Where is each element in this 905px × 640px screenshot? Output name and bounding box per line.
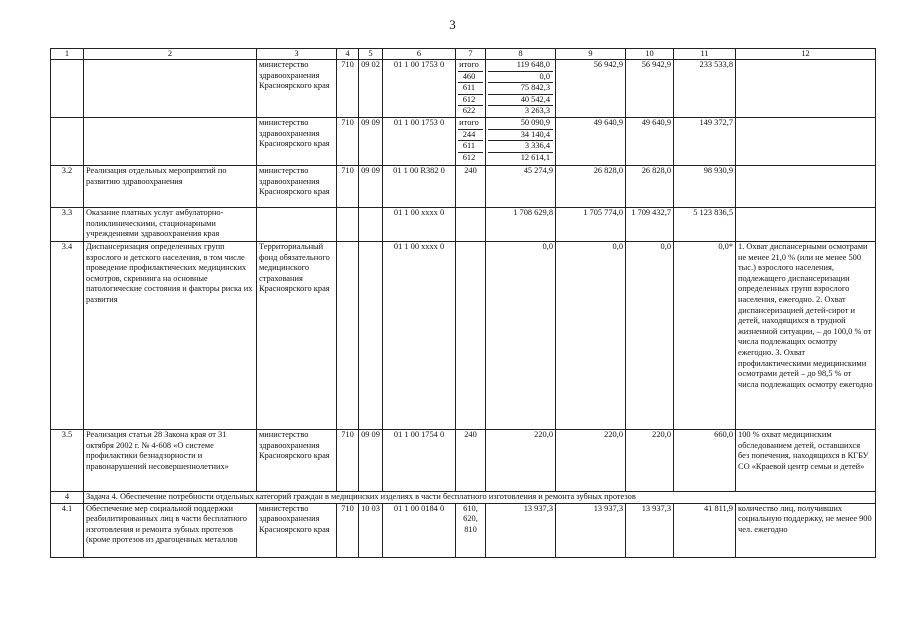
- year1-amount-line: 34 140,4: [488, 130, 553, 142]
- rzpr-code: [359, 208, 383, 242]
- year2-amount: 49 640,9: [556, 118, 626, 166]
- row-number: 3.3: [51, 208, 84, 242]
- vr-code: [456, 118, 486, 166]
- vr-code-line: 460: [458, 72, 483, 84]
- column-number: 7: [456, 49, 486, 60]
- rzpr-code: [359, 242, 383, 430]
- year1-amount-line: 40 542,4: [488, 95, 553, 107]
- column-number: 8: [486, 49, 556, 60]
- year2-amount: 220,0: [556, 430, 626, 492]
- rzpr-code: 09 09: [359, 118, 383, 166]
- vr-code-line: 622: [462, 106, 476, 116]
- year1-amount-line: 3 336,4: [488, 141, 553, 153]
- vr-code: [456, 242, 486, 430]
- executor: [257, 208, 337, 242]
- rzpr-code: 09 09: [359, 430, 383, 492]
- csr-code: 01 1 00 1754 0: [383, 430, 456, 492]
- task-heading: Задача 4. Обеспечение потребности отдельных категорий граждан в медицинских изделиях в части бесплатного изготовления и ремонта зубных протезов: [84, 492, 876, 504]
- measure-name: Оказание платных услуг амбулаторно-поликлиническими, стационарными учреждениями здравоохранения края: [84, 208, 257, 242]
- year2-amount: 56 942,9: [556, 60, 626, 118]
- year1-amount-line: 50 090,9: [488, 118, 553, 130]
- year1-amount: [486, 118, 556, 166]
- expected-result: количество лиц, получивших социальную поддержку, не менее 900 чел. ежегодно: [736, 503, 876, 557]
- csr-code: 01 1 00 хххх 0: [383, 242, 456, 430]
- year1-amount-line: 75 842,3: [488, 83, 553, 95]
- year2-amount: 26 828,0: [556, 166, 626, 208]
- column-number: 2: [84, 49, 257, 60]
- csr-code: 01 1 00 R382 0: [383, 166, 456, 208]
- year1-amount-line: 119 648,0: [488, 60, 553, 72]
- year3-amount: 49 640,9: [626, 118, 674, 166]
- vr-code: [456, 208, 486, 242]
- csr-code: 01 1 00 1753 0: [383, 118, 456, 166]
- table-row: [51, 492, 876, 504]
- vr-code: 240: [456, 430, 486, 492]
- vr-code: 240: [456, 166, 486, 208]
- column-number: 4: [337, 49, 359, 60]
- executor: Территориальный фонд обязательного медицинского страхования Красноярского края: [257, 242, 337, 430]
- vr-code: [456, 60, 486, 118]
- grbs-code: 710: [337, 60, 359, 118]
- measure-name: Диспансеризация определенных групп взрослого и детского населения, в том числе проведение профилактических медицинских осмотров, скрининга на основные патологические состояния и факторы риска их развития: [84, 242, 257, 430]
- column-number: 6: [383, 49, 456, 60]
- row-number: 3.5: [51, 430, 84, 492]
- table-row: [51, 503, 876, 557]
- grbs-code: 710: [337, 166, 359, 208]
- year2-amount: 0,0: [556, 242, 626, 430]
- table-row: [51, 60, 876, 118]
- expected-result: [736, 166, 876, 208]
- page-number: 3: [449, 17, 456, 32]
- year1-amount-line: 3 263,3: [524, 106, 550, 116]
- expected-result: [736, 118, 876, 166]
- grbs-code: 710: [337, 118, 359, 166]
- table-row: [51, 118, 876, 166]
- rzpr-code: 10 03: [359, 503, 383, 557]
- column-number: 3: [257, 49, 337, 60]
- year2-amount: 1 705 774,0: [556, 208, 626, 242]
- vr-code: 610, 620, 810: [456, 503, 486, 557]
- year3-amount: 26 828,0: [626, 166, 674, 208]
- total-amount: 98 930,9: [674, 166, 736, 208]
- row-number: [51, 60, 84, 118]
- year3-amount: 220,0: [626, 430, 674, 492]
- rzpr-code: 09 02: [359, 60, 383, 118]
- measure-name: [84, 60, 257, 118]
- executor: министерство здравоохранения Красноярского края: [257, 118, 337, 166]
- year1-amount-line: 12 614,1: [520, 152, 550, 162]
- total-amount: 660,0: [674, 430, 736, 492]
- year1-amount: 1 708 629,8: [486, 208, 556, 242]
- column-number: 12: [736, 49, 876, 60]
- program-table: [50, 48, 876, 558]
- measure-name: [84, 118, 257, 166]
- rzpr-code: 09 09: [359, 166, 383, 208]
- grbs-code: [337, 242, 359, 430]
- column-number: 1: [51, 49, 84, 60]
- row-number: 3.2: [51, 166, 84, 208]
- executor: министерство здравоохранения Красноярского края: [257, 430, 337, 492]
- total-amount: 149 372,7: [674, 118, 736, 166]
- column-number: 10: [626, 49, 674, 60]
- expected-result: [736, 208, 876, 242]
- expected-result: [736, 60, 876, 118]
- total-amount: 41 811,9: [674, 503, 736, 557]
- csr-code: 01 1 00 0184 0: [383, 503, 456, 557]
- vr-code-line: 611: [458, 83, 483, 95]
- measure-name: Обеспечение мер социальной поддержки реабилитированных лиц в части бесплатного изготовления и ремонта зубных протезов (кроме протезов из драгоценных металлов: [84, 503, 257, 557]
- table-row: [51, 242, 876, 430]
- year3-amount: 13 937,3: [626, 503, 674, 557]
- grbs-code: 710: [337, 430, 359, 492]
- year3-amount: 56 942,9: [626, 60, 674, 118]
- expected-result: 1. Охват диспансерными осмотрами не менее 21,0 % (или не менее 500 тыс.) взрослого населения, подлежащего диспансеризации определенных групп взрослого населения, ежегодно. 2. Охват диспансеризацией детей-сирот и детей, находящихся в трудной жизненной ситуации, – до 100,0 % от числа подлежащих осмотру ежегодно. 3. Охват профилактическими медицинскими осмотрами детей – до 98,5 % от числа подлежащих осмотру ежегодно: [736, 242, 876, 430]
- table-row: [51, 166, 876, 208]
- row-number: 3.4: [51, 242, 84, 430]
- vr-code-line: 612: [458, 95, 483, 107]
- csr-code: 01 1 00 хххх 0: [383, 208, 456, 242]
- year1-amount: 13 937,3: [486, 503, 556, 557]
- csr-code: 01 1 00 1753 0: [383, 60, 456, 118]
- total-amount: 0,0*: [674, 242, 736, 430]
- total-amount: 233 533,8: [674, 60, 736, 118]
- executor: министерство здравоохранения Красноярского края: [257, 503, 337, 557]
- year3-amount: 0,0: [626, 242, 674, 430]
- table-row: [51, 430, 876, 492]
- vr-code-line: 244: [458, 130, 483, 142]
- vr-code-line: 611: [458, 141, 483, 153]
- row-number: 4.1: [51, 503, 84, 557]
- year2-amount: 13 937,3: [556, 503, 626, 557]
- row-number: [51, 118, 84, 166]
- year1-amount: 220,0: [486, 430, 556, 492]
- grbs-code: [337, 208, 359, 242]
- row-number: 4: [51, 492, 84, 504]
- expected-result: 100 % охват медицинским обследованием детей, оставшихся без попечения, находящихся в КГБУ СО «Краевой центр семьи и детей»: [736, 430, 876, 492]
- column-number: 9: [556, 49, 626, 60]
- column-number: 5: [359, 49, 383, 60]
- vr-code-line: итого: [458, 118, 483, 130]
- year1-amount: 45 274,9: [486, 166, 556, 208]
- year3-amount: 1 709 432,7: [626, 208, 674, 242]
- vr-code-line: 612: [462, 152, 476, 162]
- measure-name: Реализация отдельных мероприятий по развитию здравоохранения: [84, 166, 257, 208]
- year1-amount-line: 0,0: [488, 72, 553, 84]
- measure-name: Реализация статьи 28 Закона края от 31 октября 2002 г. № 4-608 «О системе профилактики безнадзорности и правонарушений несовершеннолетних»: [84, 430, 257, 492]
- grbs-code: 710: [337, 503, 359, 557]
- vr-code-line: итого: [458, 60, 483, 72]
- total-amount: 5 123 836,5: [674, 208, 736, 242]
- column-number: 11: [674, 49, 736, 60]
- executor: министерство здравоохранения Красноярского края: [257, 166, 337, 208]
- year1-amount: 0,0: [486, 242, 556, 430]
- executor: министерство здравоохранения Красноярского края: [257, 60, 337, 118]
- table-row: [51, 208, 876, 242]
- year1-amount: [486, 60, 556, 118]
- column-number-row: [51, 49, 876, 60]
